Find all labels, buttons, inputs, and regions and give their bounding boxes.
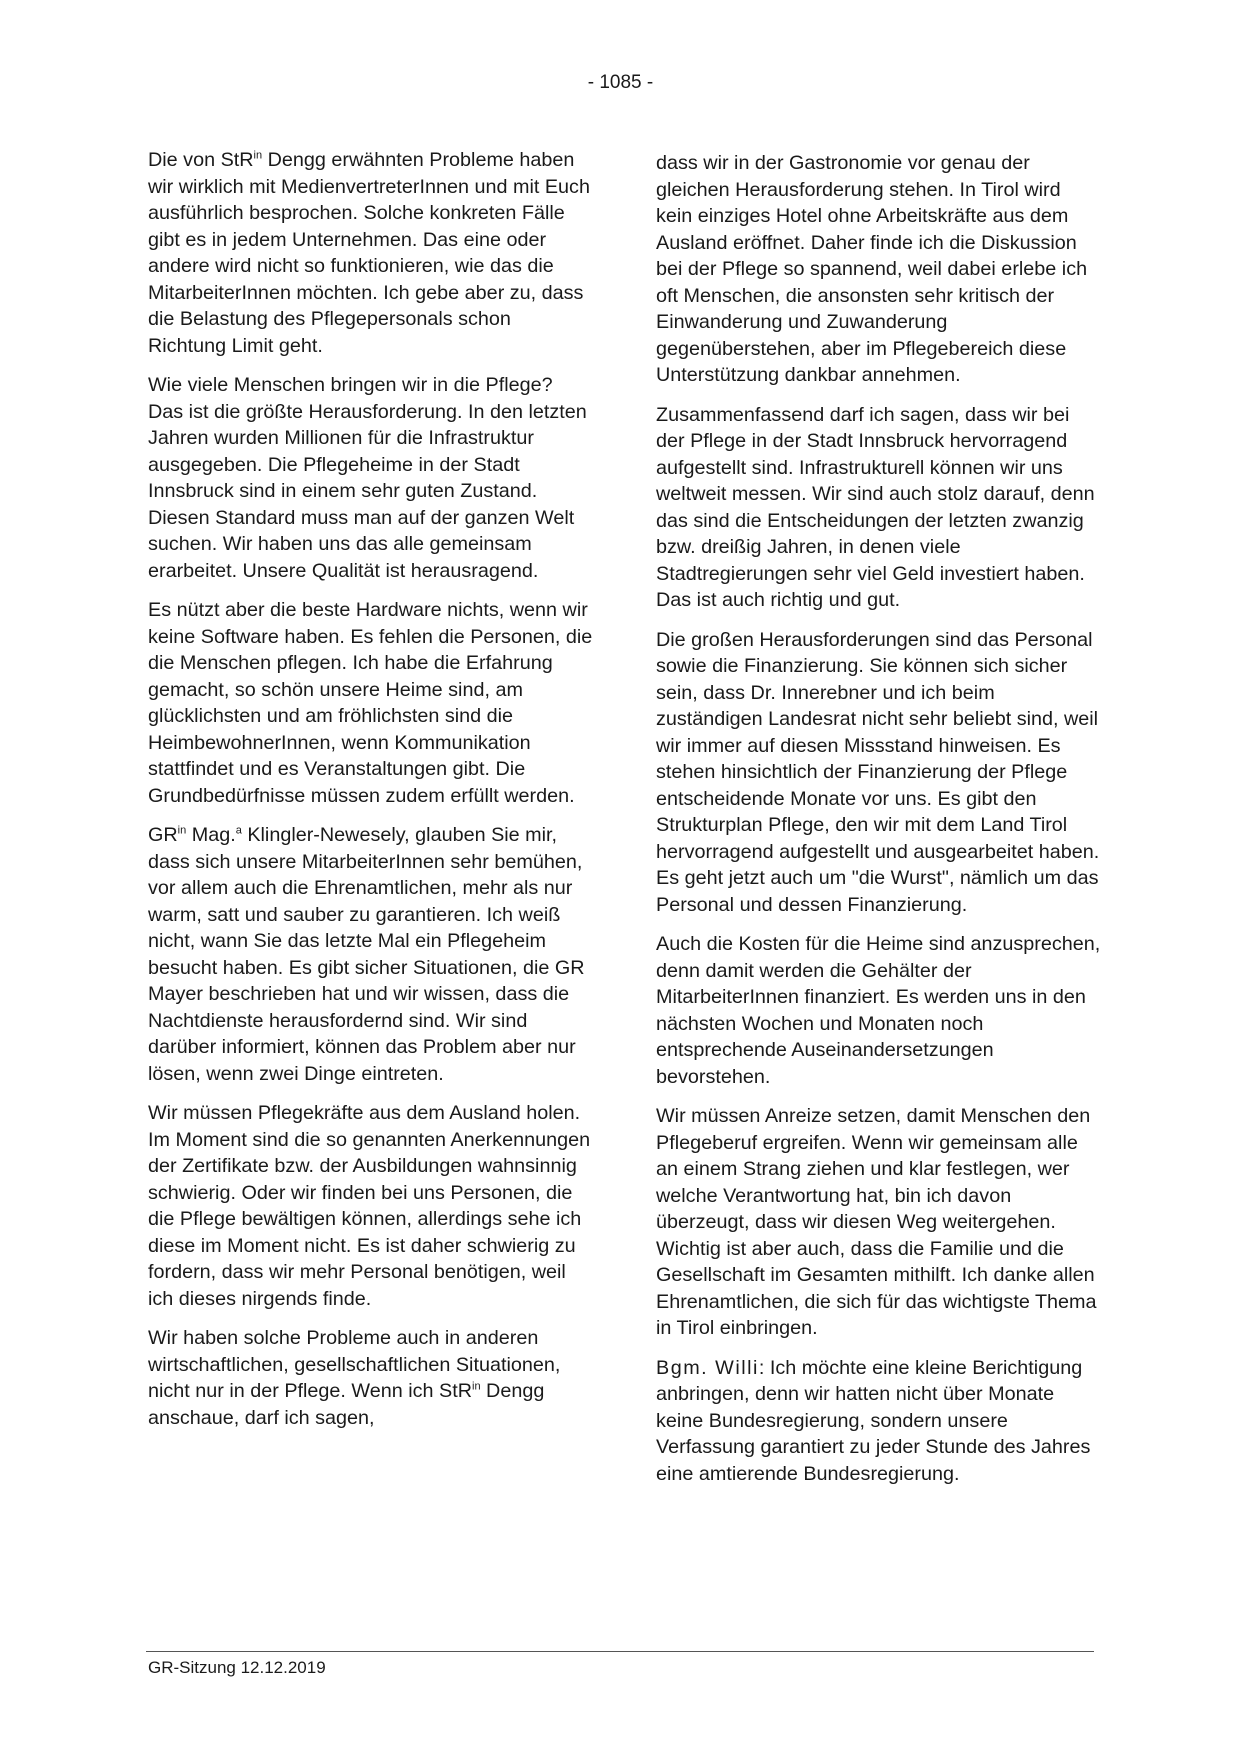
right-column xyxy=(656,150,1101,1500)
page-number: - 1085 - xyxy=(587,72,654,93)
text-segment: : Ich möchte eine kleine Berichtigung anbringen, denn wir hatten nicht über Monate keine Bundesregierung, sondern unsere Verfassung garantiert zu jeder Stunde des Jahres eine amtierende Bundesregierung. xyxy=(656,1356,1091,1485)
speaker-name: Bgm. Willi xyxy=(656,1356,759,1379)
text-segment: Dengg anschaue, darf ich sagen, xyxy=(148,1380,545,1429)
paragraph: dass wir in der Gastronomie vor genau der gleichen Herausforderung stehen. In Tirol wird kein einziges Hotel ohne Arbeitskräfte aus dem Ausland eröffnet. Daher finde ich die Diskussion bei der Pflege so spannend, weil dabei erlebe ich oft Menschen, die ansonsten sehr kritisch der Einwanderung und Zuwanderung gegenüberstehen, aber im Pflegebereich diese Unterstützung dankbar annehmen. xyxy=(656,152,1088,386)
paragraph: Es nützt aber die beste Hardware nichts, wenn wir keine Software haben. Es fehlen die Personen, die die Menschen pflegen. Ich habe die Erfahrung gemacht, so schön unsere Heime sind, am glücklichsten und am fröhlichsten sind die HeimbewohnerInnen, wenn Kommunikation stattfindet und es Veranstaltungen gibt. Die Grundbedürfnisse müssen zudem erfüllt werden. xyxy=(148,599,593,807)
text-segment: Dengg erwähnten Probleme haben wir wirklich mit MedienvertreterInnen und mit Euch ausführlich besprochen. Solche konkreten Fälle gibt es in jedem Unternehmen. Das eine oder andere wird nicht so funktionieren, wie das die MitarbeiterInnen möchten. Ich gebe aber zu, dass die Belastung des Pflegepersonals schon Richtung Limit geht. xyxy=(148,149,590,357)
paragraph: Auch die Kosten für die Heime sind anzusprechen, denn damit werden die Gehälter der MitarbeiterInnen finanziert. Es werden uns in den nächsten Wochen und Monaten noch entsprechende Auseinandersetzungen bevorstehen. xyxy=(656,933,1101,1088)
paragraph xyxy=(148,1325,593,1431)
paragraph: Wir müssen Anreize setzen, damit Menschen den Pflegeberuf ergreifen. Wenn wir gemeinsam alle an einem Strang ziehen und klar festlegen, wer welche Verantwortung hat, bin ich davon überzeugt, dass wir diesen Weg weitergehen. Wichtig ist aber auch, dass die Familie und die Gesellschaft im Gesamten mithilft. Ich danke allen Ehrenamtlichen, die sich für das wichtigste Thema in Tirol einbringen. xyxy=(656,1105,1097,1339)
paragraph: Zusammenfassend darf ich sagen, dass wir bei der Pflege in der Stadt Innsbruck hervorragend aufgestellt sind. Infrastrukturell können wir uns weltweit messen. Wir sind auch stolz darauf, denn das sind die Entscheidungen der letzten zwanzig bzw. dreißig Jahren, in denen viele Stadtregierungen sehr viel Geld investiert haben. Das ist auch richtig und gut. xyxy=(656,403,1095,611)
paragraph xyxy=(148,822,593,1087)
superscript: in xyxy=(472,1380,481,1393)
left-column xyxy=(148,147,593,1444)
paragraph xyxy=(148,147,593,359)
footer-session-date: GR-Sitzung 12.12.2019 xyxy=(148,1658,326,1677)
paragraph xyxy=(656,1355,1101,1488)
text-segment: Klingler-Newesely, glauben Sie mir, dass sich unsere MitarbeiterInnen sehr bemühen, vor allem auch die Ehrenamtlichen, mehr als nur warm, satt und sauber zu garantieren. Ich weiß nicht, wann Sie das letzte Mal ein Pflegeheim besucht haben. Es gibt sicher Situationen, die GR Mayer beschrieben hat und wir wissen, dass die Nachtdienste herausfordernd sind. Wir sind darüber informiert, können das Problem aber nur lösen, wenn zwei Dinge eintreten. xyxy=(148,824,585,1085)
paragraph: Wir müssen Pflegekräfte aus dem Ausland holen. Im Moment sind die so genannten Anerkennungen der Zertifikate bzw. der Ausbildungen wahnsinnig schwierig. Oder wir finden bei uns Personen, die die Pflege bewältigen können, allerdings sehe ich diese im Moment nicht. Es ist daher schwierig zu fordern, dass wir mehr Personal benötigen, weil ich dieses nirgends finde. xyxy=(148,1102,591,1310)
superscript: in xyxy=(253,149,263,162)
superscript: in xyxy=(177,824,187,837)
text-segment: Wir haben solche Probleme auch in anderen wirtschaftlichen, gesellschaftlichen Situationen, nicht nur in der Pflege. Wenn ich StR xyxy=(148,1327,561,1402)
text-segment: GR xyxy=(148,824,178,846)
text-segment: Die von StR xyxy=(148,149,254,171)
superscript: a xyxy=(235,824,242,837)
footer-divider xyxy=(146,1651,1094,1652)
paragraph: Die großen Herausforderungen sind das Personal sowie die Finanzierung. Sie können sich sicher sein, dass Dr. Innerebner und ich beim zuständigen Landesrat nicht sehr beliebt sind, weil wir immer auf diesen Missstand hinweisen. Es stehen hinsichtlich der Finanzierung der Pflege entscheidende Monate vor uns. Es gibt den Strukturplan Pflege, den wir mit dem Land Tirol hervorragend aufgestellt und ausgearbeitet haben. Es geht jetzt auch um "die Wurst", nämlich um das Personal und dessen Finanzierung. xyxy=(656,628,1100,916)
text-segment: Mag. xyxy=(186,824,236,846)
paragraph: Wie viele Menschen bringen wir in die Pflege? Das ist die größte Herausforderung. In den letzten Jahren wurden Millionen für die Infrastruktur ausgegeben. Die Pflegeheime in der Stadt Innsbruck sind in einem sehr guten Zustand. Diesen Standard muss man auf der ganzen Welt suchen. Wir haben uns das alle gemeinsam erarbeitet. Unsere Qualität ist herausragend. xyxy=(148,374,587,582)
